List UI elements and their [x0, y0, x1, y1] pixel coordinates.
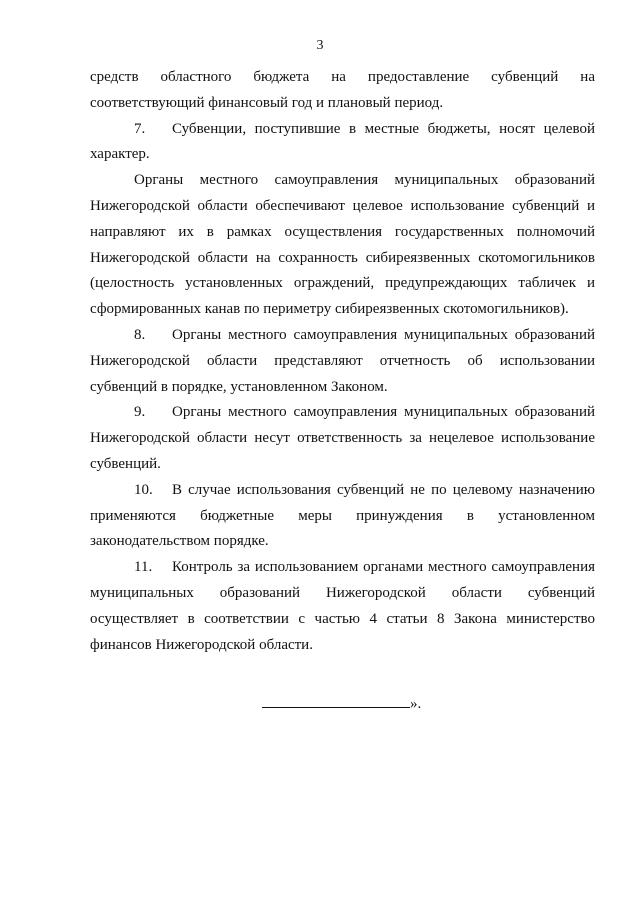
paragraph-number: 11. [134, 559, 153, 576]
paragraph-number: 9. [134, 404, 146, 421]
paragraph-8 [90, 323, 595, 400]
paragraph-9 [90, 400, 595, 477]
paragraph-text: Органы местного самоуправления муниципальных образований Нижегородской области представляют отчетность об использовании субвенций в порядке, установленном Законом. [90, 326, 595, 395]
underline-rule [262, 693, 410, 708]
closing-quote-mark: ». [410, 696, 422, 712]
paragraph-text: В случае использования субвенций не по целевому назначению применяются бюджетные меры принуждения в установленном законодательством порядке. [90, 481, 595, 550]
paragraph-7-continued: Органы местного самоуправления муниципальных образований Нижегородской области обеспечивают целевое использование субвенций и направляют их в рамках осуществления государственных полномочий Нижегородской области на сохранность сибиреязвенных скотомогильников (целостность установленных ограждений, предупреждающих табличек и сформированных канав по периметру сибиреязвенных скотомогильников). [90, 172, 595, 318]
page-number: 3 [316, 38, 324, 53]
paragraph-number: 10. [134, 481, 153, 498]
paragraph-text: Органы местного самоуправления муниципальных образований Нижегородской области несут ответственность за нецелевое использование субвенций. [90, 404, 595, 472]
closing-line [262, 693, 462, 715]
paragraph-7 [90, 117, 595, 169]
paragraph-10 [90, 478, 595, 555]
paragraph-text: Контроль за использованием органами местного самоуправления муниципальных образований Нижегородской области субвенций осуществляет в соответствии с частью 4 статьи 8 Закона министерство финансов Нижегородской области. [90, 559, 595, 653]
paragraph-11 [90, 555, 595, 658]
paragraph-number: 8. [134, 326, 146, 343]
paragraph-number: 7. [134, 120, 146, 137]
paragraph-continuation: средств областного бюджета на предоставление субвенций на соответствующий финансовый год и плановый период. [90, 69, 595, 111]
paragraph-text: Субвенции, поступившие в местные бюджеты, носят целевой характер. [90, 120, 595, 163]
document-body [90, 65, 595, 658]
